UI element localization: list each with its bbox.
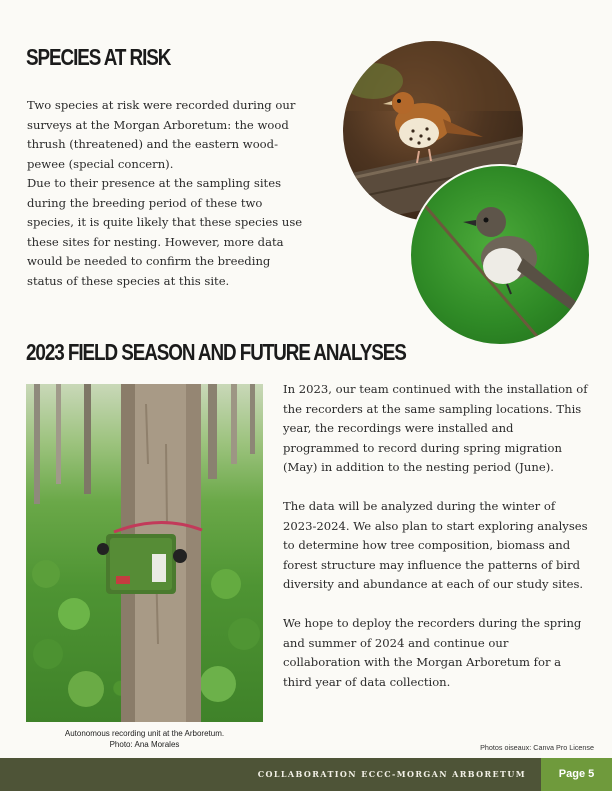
recording-unit-photo [26,384,263,722]
eastern-wood-pewee-photo [409,164,591,346]
season-paragraph-3: We hope to deploy the recorders during the spring and summer of 2024 and continue our collaboration with the Morgan Arboretum for a third year of data collection. [283,616,582,689]
species-paragraph-1: Two species at risk were recorded during our surveys at the Morgan Arboretum: the wood thrush (threatened) and the eastern wood-pewee (special concern). [27,98,296,171]
field-season-text [283,380,589,692]
species-paragraph-2: Due to their presence at the sampling sites during the breeding period of these two species, it is quite likely that these species use these sites for nesting. However, more data would be needed to confirm the breeding status of these species at this site. [27,176,303,288]
eastern-wood-pewee-illustration [411,166,589,344]
caption-line-2: Photo: Ana Morales [109,739,180,749]
recording-unit-illustration [26,384,263,722]
species-at-risk-heading: SPECIES AT RISK [26,44,171,70]
page-number: Page 5 [541,758,612,791]
footer-title: COLLABORATION ECCC-MORGAN ARBORETUM [257,769,526,779]
page-footer [0,758,612,791]
species-at-risk-text [27,96,309,291]
season-paragraph-2: The data will be analyzed during the winter of 2023-2024. We also plan to start exploring analyses to determine how tree composition, biomass and forest structure may influence the patterns of bird diversity and abundance at each of our study sites. [283,499,588,591]
photo-caption [26,729,263,750]
field-season-heading: 2023 FIELD SEASON AND FUTURE ANALYSES [26,339,406,365]
caption-line-1: Autonomous recording unit at the Arboretum. [64,729,225,738]
photo-credit: Photos oiseaux: Canva Pro License [480,743,594,752]
season-paragraph-1: In 2023, our team continued with the installation of the recorders at the same sampling locations. This year, the recordings were installed and programmed to record during spring migration (May) in addition to the nesting period (June). [283,382,588,474]
